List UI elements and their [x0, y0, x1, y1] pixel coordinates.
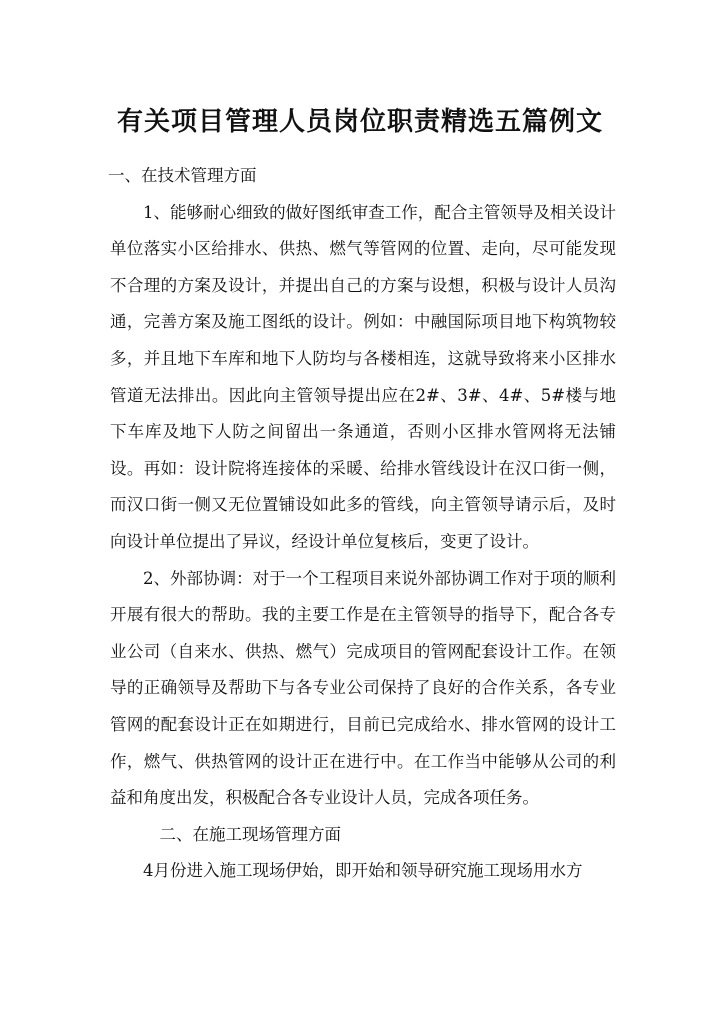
- document-title: 有关项目管理人员岗位职责精选五篇例文: [116, 107, 603, 137]
- paragraph-site-water: 4月份进入施工现场伊始，即开始和领导研究施工现场用水方: [143, 861, 583, 881]
- document-body: [110, 158, 616, 890]
- section-heading-site-management: 二、在施工现场管理方面: [159, 824, 341, 844]
- paragraph-external-coordination: 2、外部协调：对于一个工程项目来说外部协调工作对于项的顺利开展有很大的帮助。我的主要工作是在主管领导的指导下，配合各专业公司（自来水、供热、燃气）完成项目的管网配套设计工作。在领导的正确领导及帮助下与各专业公司保持了良好的合作关系，各专业管网的配套设计正在如期进行，目前已完成给水、排水管网的设计工作，燃气、供热管网的设计正在进行中。在工作当中能够从公司的利益和角度出发，积极配合各专业设计人员，完成各项任务。: [110, 568, 616, 808]
- section-heading-technical-management: 一、在技术管理方面: [108, 166, 257, 185]
- paragraph-drawing-review: 1、能够耐心细致的做好图纸审查工作，配合主管领导及相关设计单位落实小区给排水、供热、燃气等管网的位置、走向，尽可能发现不合理的方案及设计，并提出自己的方案与设想，积极与设计人员沟通，完善方案及施工图纸的设计。例如：中融国际项目地下构筑物较多，并且地下车库和地下人防均与各楼相连，这就导致将来小区排水管道无法排出。因此向主管领导提出应在2#、3#、4#、5#楼与地下车库及地下人防之间留出一条通道，否则小区排水管网将无法铺设。再如：设计院将连接体的采暖、给排水管线设计在汉口街一侧，而汉口街一侧又无位置铺设如此多的管线，向主管领导请示后，及时向设计单位提出了异议，经设计单位复核后，变更了设计。: [110, 202, 616, 551]
